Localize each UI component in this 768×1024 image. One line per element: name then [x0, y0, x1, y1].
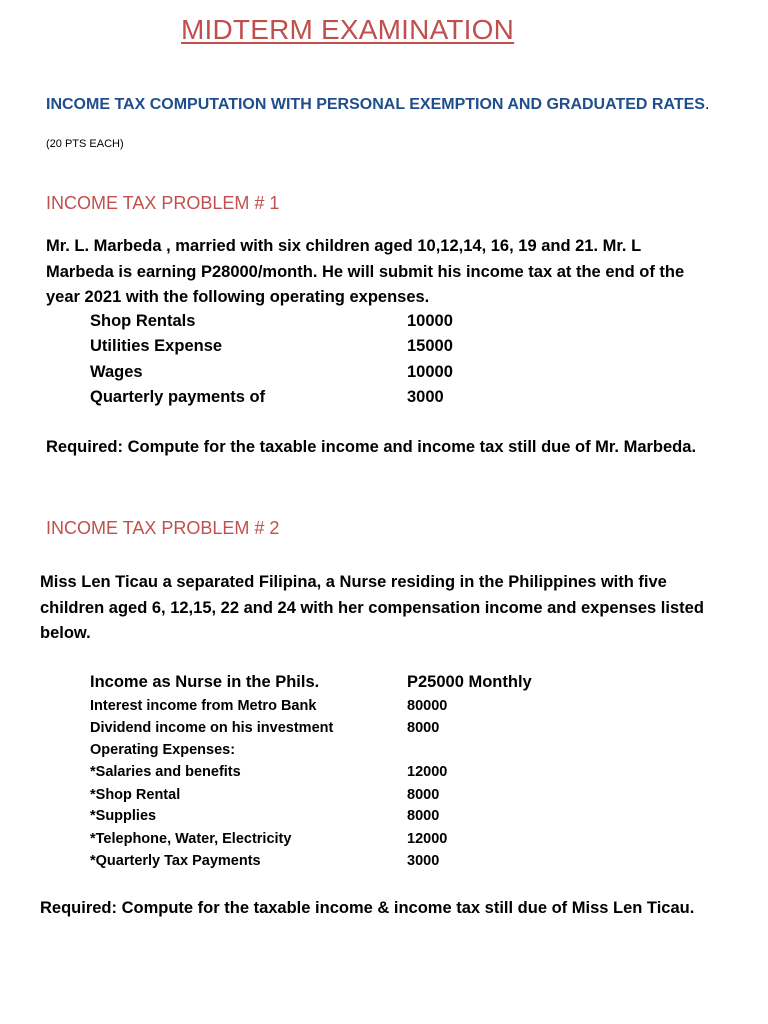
item-label: *Quarterly Tax Payments [90, 853, 261, 869]
item-value: 12000 [407, 764, 448, 780]
problem-1-required: Required: Compute for the taxable income and income tax still due of Mr. Marbeda. [46, 438, 697, 456]
points-note: (20 PTS EACH) [46, 138, 124, 150]
item-label: *Salaries and benefits [90, 764, 241, 780]
item-label: Dividend income on his investment [90, 719, 334, 736]
exam-title: MIDTERM EXAMINATION [181, 14, 515, 45]
problem-1-line-1: Mr. L. Marbeda , married with six children aged 10,12,14, 16, 19 and 21. Mr. L [46, 237, 642, 255]
item-label: *Supplies [90, 808, 157, 824]
item-label: *Telephone, Water, Electricity [90, 830, 292, 847]
item-value: 12000 [407, 830, 448, 847]
item-label: Operating Expenses: [90, 742, 236, 758]
item-value: 8000 [407, 719, 440, 736]
expense-label: Quarterly payments of [90, 387, 266, 406]
problem-1-heading: INCOME TAX PROBLEM # 1 [46, 193, 280, 213]
income-value: P25000 Monthly [407, 673, 532, 691]
exam-subtitle-period: . [704, 96, 710, 113]
item-label: *Shop Rental [90, 786, 181, 803]
problem-2-line-3: below. [40, 624, 91, 642]
expense-label: Shop Rentals [90, 312, 196, 330]
exam-subtitle [46, 96, 709, 114]
problem-1-line-2: Marbeda is earning P28000/month. He will submit his income tax at the end of the [46, 262, 685, 281]
problem-2-line-1: Miss Len Ticau a separated Filipina, a Nurse residing in the Philippines with five [40, 573, 667, 591]
problem-2-heading: INCOME TAX PROBLEM # 2 [46, 518, 280, 538]
expense-value: 10000 [407, 362, 453, 381]
item-value: 80000 [407, 698, 448, 714]
exam-subtitle-text: INCOME TAX COMPUTATION WITH PERSONAL EXEMPTION AND GRADUATED RATES [46, 96, 705, 113]
item-value: 3000 [407, 853, 440, 869]
expense-label: Wages [90, 362, 143, 381]
problem-1-line-3: year 2021 with the following operating expenses. [46, 288, 430, 306]
expense-label: Utilities Expense [90, 337, 223, 355]
income-label: Income as Nurse in the Phils. [90, 673, 320, 691]
item-value: 8000 [407, 808, 440, 824]
problem-2-required: Required: Compute for the taxable income & income tax still due of Miss Len Ticau. [40, 899, 695, 917]
item-label: Interest income from Metro Bank [90, 698, 317, 714]
problem-2-line-2: children aged 6, 12,15, 22 and 24 with her compensation income and expenses listed [40, 598, 704, 617]
expense-value: 3000 [407, 387, 444, 406]
item-value: 8000 [407, 786, 440, 803]
expense-value: 15000 [407, 337, 453, 355]
expense-value: 10000 [407, 312, 453, 330]
